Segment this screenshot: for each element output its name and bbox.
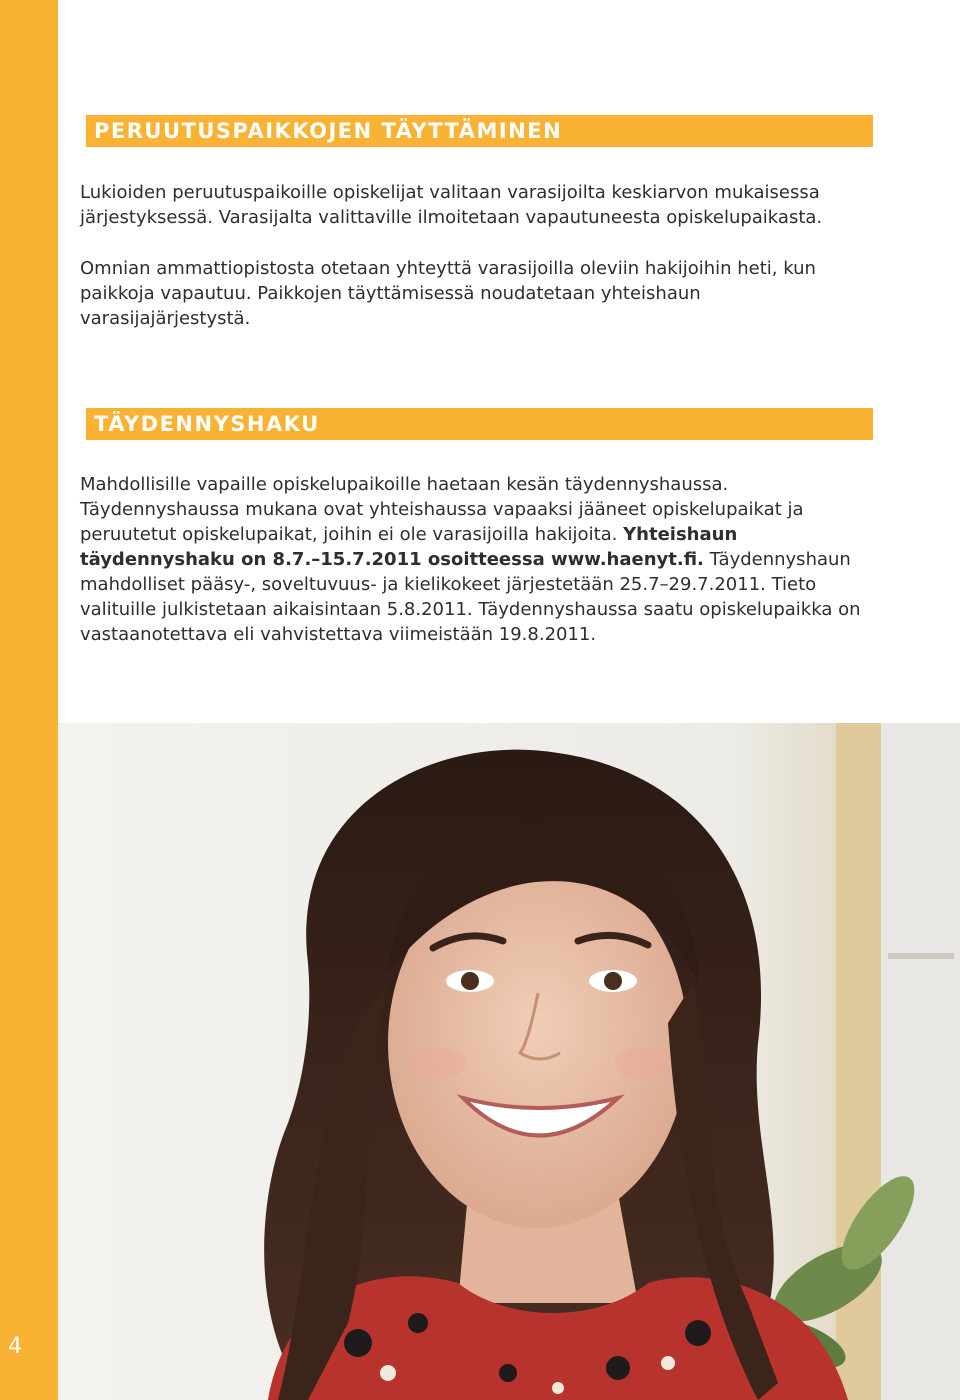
orange-side-bar [0,0,58,1400]
section-heading-taydennyshaku: TÄYDENNYSHAKU [86,408,873,440]
text-before-bold: Mahdollisille vapaille opiskelupaikoille haetaan kesän täydennyshaussa. Täydennyshaussa mukana ovat yhteishaussa vapaaksi jääneet opiskelupaikat ja peruutetut opiskelupaikat, joihin ei ole varasijoilla hakijoita. [80,474,804,545]
paragraph-taydennyshaku [80,472,870,647]
section-heading-peruutuspaikat: PERUUTUSPAIKKOJEN TÄYTTÄMINEN [86,115,873,147]
paragraph-omnia: Omnian ammattiopistosta otetaan yhteyttä varasijoilla oleviin hakijoihin heti, kun paikkoja vapautuu. Paikkojen täyttämisessä noudatetaan yhteishaun varasijajärjestystä. [80,258,816,329]
paragraph-lukiot: Lukioiden peruutuspaikoille opiskelijat valitaan varasijoilta keskiarvon mukaisessa järjestyksessä. Varasijalta valittaville ilmoitetaan vapautuneesta opiskelupaikasta. [80,182,823,228]
text-after-bold: Täydennyshaun mahdolliset pääsy-, soveltuvuus- ja kielikokeet järjestetään 25.7–29.7.2011. Tieto valituille julkistetaan aikaisintaan 5.8.2011. Täydennyshaussa saatu opiskelupaikka on vastaanotettava eli vahvistettava viimeistään 19.8.2011. [80,549,861,645]
page-number: 4 [8,1334,22,1359]
bold-date-info: Yhteishaun täydennyshaku on 8.7.–15.7.2011 osoitteessa www.haenyt.fi. [80,524,738,570]
student-photo [58,723,960,1400]
